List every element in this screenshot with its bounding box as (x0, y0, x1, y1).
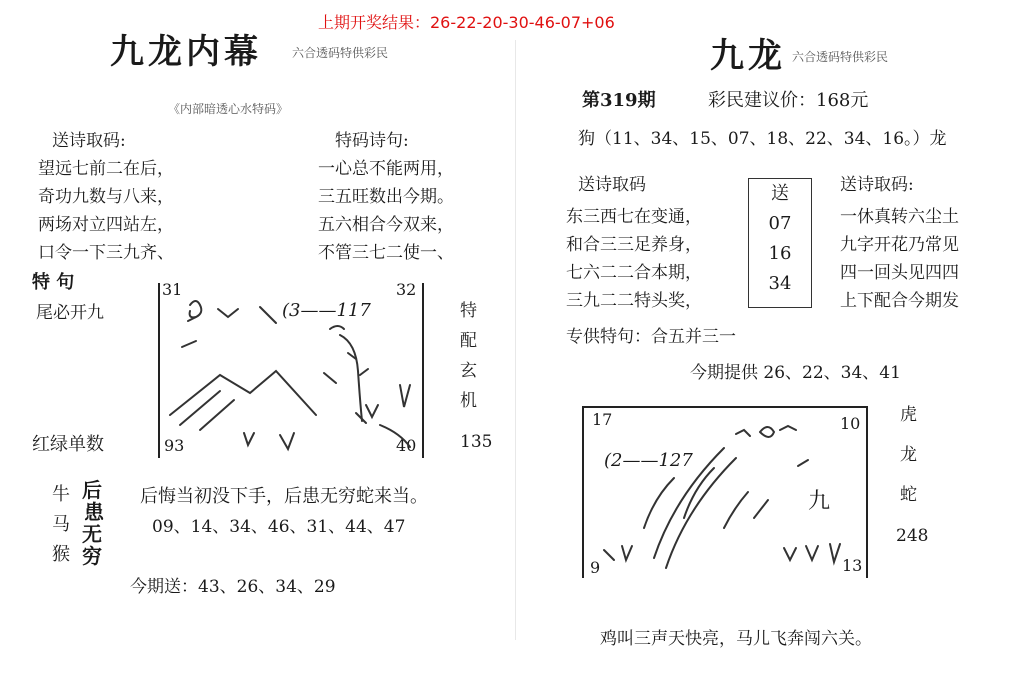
left-side-char: 玄 (460, 361, 477, 381)
right-sketch-border-right (866, 406, 868, 578)
left-sketch-corner-number: 40 (396, 436, 417, 455)
right-bottom-saying: 鸡叫三声天快亮，马儿飞奔闯六关。 (600, 629, 872, 649)
left-poem-line: 口令一下三九齐、 (38, 243, 174, 263)
right-sketch-corner-number: 17 (592, 410, 613, 429)
right-sketch-corner-number: 13 (842, 556, 863, 575)
left-tema-line: 三五旺数出今期。 (318, 187, 454, 207)
left-title: 九龙内幕 (110, 32, 262, 72)
animal-label: 马 (52, 514, 70, 535)
big-char: 无 (82, 522, 102, 546)
left-sketch-text: (3——117 (282, 300, 371, 321)
right-poem-label-left: 送诗取码 (578, 175, 646, 195)
right-poem-line-right: 一休真转六尘土 (840, 207, 959, 227)
right-sketch-char: 九 (808, 489, 831, 514)
left-tema-line: 五六相合今双来， (318, 215, 454, 235)
left-subtitle: 《内部暗透心水特码》 (168, 102, 289, 116)
right-poem-line-right: 九字开花乃常见 (840, 235, 959, 255)
right-poem-line-left: 东三西七在变通， (566, 207, 702, 227)
dog-line: 狗（11、34、15、07、18、22、34、16。）龙 (578, 129, 947, 149)
number-box-item: 16 (768, 243, 792, 264)
number-box-item: 34 (768, 273, 792, 294)
last-result-banner: 上期开奖结果：26-22-20-30-46-07+06 (318, 13, 615, 32)
provide-line: 今期提供 26、22、34、41 (690, 363, 901, 383)
issue-number: 第319期 (582, 90, 656, 111)
left-saying: 后悔当初没下手，后患无穷蛇来当。 (140, 486, 428, 507)
hong-lv-label: 红绿单数 (32, 434, 104, 455)
right-sketch-corner-number: 10 (840, 414, 861, 433)
left-sketch-corner-number: 31 (162, 280, 183, 299)
left-tema-label: 特码诗句: (335, 131, 409, 151)
animal-label: 猴 (52, 544, 70, 565)
special-phrase: 专供特句：合五并三一 (566, 327, 736, 347)
left-side-char: 机 (460, 391, 477, 411)
right-side-char: 虎 (900, 405, 917, 425)
left-today: 今期送：43、26、34、29 (130, 577, 336, 597)
right-side-char: 龙 (900, 445, 917, 465)
big-char: 穷 (82, 544, 102, 568)
right-title-note: 六合透码特供彩民 (792, 50, 889, 64)
right-poem-line-right: 四一回头见四四 (840, 263, 959, 283)
left-sketch-border-right (422, 283, 424, 458)
right-sketch-drawing (584, 408, 866, 576)
left-tema-line: 不管三七二使一、 (318, 243, 454, 263)
left-sketch-corner-number: 93 (164, 436, 185, 455)
number-box (748, 178, 812, 308)
price: 彩民建议价：168元 (708, 90, 869, 111)
left-poem-line: 望远七前二在后， (38, 159, 174, 179)
right-sketch-text: (2——127 (604, 450, 693, 471)
animal-label: 牛 (52, 484, 70, 505)
right-poem-line-left: 三九二二特头奖， (566, 291, 702, 311)
right-side-number: 248 (896, 526, 929, 546)
big-char: 后 (82, 478, 102, 502)
left-numbers: 09、14、34、46、31、44、47 (152, 517, 406, 537)
left-sketch-corner-number: 32 (396, 280, 417, 299)
te-ju-label: 特 句 (32, 272, 75, 293)
left-tema-line: 一心总不能两用， (318, 159, 454, 179)
left-sketch-drawing (160, 285, 422, 457)
right-poem-label-right: 送诗取码: (840, 175, 914, 195)
left-poem-line: 奇功九数与八来， (38, 187, 174, 207)
left-side-number: 135 (460, 432, 493, 452)
left-title-note: 六合透码特供彩民 (292, 46, 389, 60)
right-poem-line-left: 和合三三足养身， (566, 235, 702, 255)
right-side-char: 蛇 (900, 485, 917, 505)
number-box-item: 07 (768, 213, 792, 234)
left-poem-label: 送诗取码: (52, 131, 126, 151)
left-side-char: 配 (460, 331, 477, 351)
left-poem-line: 两场对立四站左， (38, 215, 174, 235)
left-side-char: 特 (460, 301, 477, 321)
right-sketch-corner-number: 9 (590, 558, 601, 577)
te-ju-text: 尾必开九 (36, 303, 104, 323)
right-title: 九龙 (710, 36, 786, 76)
right-poem-line-right: 上下配合今期发 (840, 291, 959, 311)
page-divider (515, 40, 516, 640)
number-box-item: 送 (771, 183, 789, 204)
big-char: 患 (84, 500, 104, 524)
right-poem-line-left: 七六二二合本期， (566, 263, 702, 283)
